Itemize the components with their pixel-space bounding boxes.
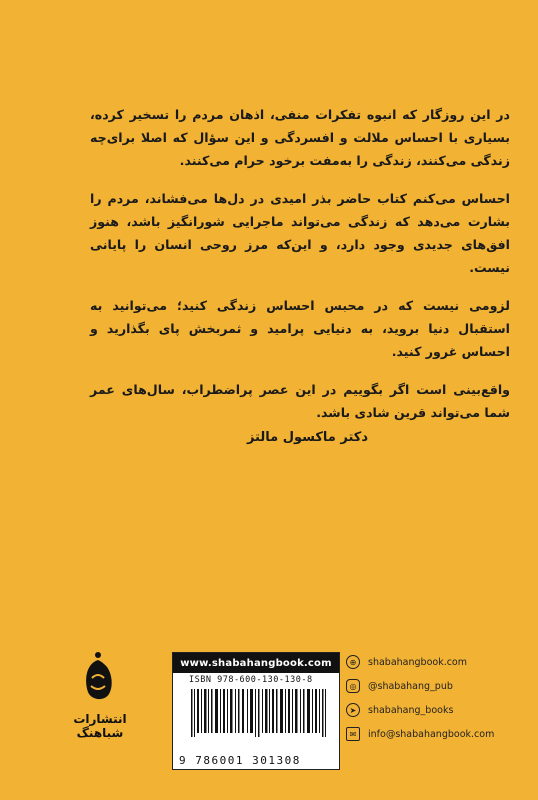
paragraph-2: احساس می‌کنم کتاب حاضر بذر امیدی در دل‌ها می‌فشاند، مردم را بشارت می‌دهد که زندگی می‌تواند ماجرایی شورانگیز باشد، هنوز افق‌های جدیدی وجود دارد، و این‌که مرز روحی انسان را پایانی نیست. <box>90 191 510 275</box>
contact-website-text: shabahangbook.com <box>368 656 468 668</box>
mail-icon: ✉ <box>346 727 360 741</box>
isbn-text: ISBN 978-600-130-130-8 <box>189 675 313 685</box>
back-cover-text <box>90 103 510 439</box>
contact-email <box>346 722 526 746</box>
publisher-logo-icon <box>78 650 118 706</box>
contact-website <box>346 650 526 674</box>
contact-email-text: info@shabahangbook.com <box>368 728 495 740</box>
contact-telegram <box>346 698 526 722</box>
contact-instagram <box>346 674 526 698</box>
publisher-name: انتشارات شباهنگ <box>73 712 127 740</box>
paragraph-3: لزومی نیست که در محبس احساس زندگی کنید؛ می‌توانید به استقبال دنیا بروید، به دنیایی پرامید و ثمربخش پای بگذارید و احساس غرور کنید. <box>90 298 510 359</box>
website-url: www.shabahangbook.com <box>173 653 339 673</box>
globe-icon: ⊕ <box>346 655 360 669</box>
author-name: دکتر ماکسول مالتز <box>246 430 368 445</box>
instagram-icon: ◎ <box>346 679 360 693</box>
paragraph-4: واقع‌بینی است اگر بگوییم در این عصر پراضطراب، سال‌های عمر شما می‌تواند قرین شادی باشد. <box>90 382 510 420</box>
barcode-digits: 9 786001 301308 <box>179 754 301 767</box>
contact-instagram-text: @shabahang_pub <box>368 680 453 692</box>
paragraph-1: در این روزگار که انبوه تفکرات منفی، اذهان مردم را تسخیر کرده، بسیاری با احساس ملالت و افسردگی و این سؤال که اصلا برای‌چه زندگی می‌کنند، زندگی را به‌مفت برخود حرام می‌کنند. <box>90 107 510 168</box>
contact-telegram-text: shabahang_books <box>368 704 454 716</box>
telegram-icon: ➤ <box>346 703 360 717</box>
contact-list <box>346 650 526 746</box>
barcode-box <box>172 652 340 770</box>
barcode-icon <box>189 689 333 749</box>
